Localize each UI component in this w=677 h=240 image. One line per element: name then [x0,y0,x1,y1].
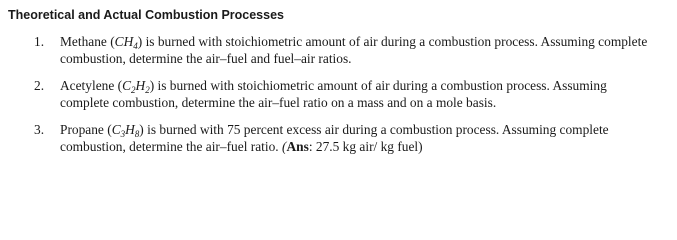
problem-text: Methane $(CH_4)$ is burned with stoichiometric amount of air during a combustion process. Assuming complete combustion, determine the air–fuel and fuel–air ratios. [60,34,648,66]
problem-text: Propane $(C_3H_8)$ is burned with 75 percent excess air during a combustion process. Assuming complete combustion, determine the air–fuel ratio. (Ans: 27.5 kg air/ kg fuel) [60,122,609,154]
problem-text: Acetylene $(C_2H_2)$ is burned with stoichiometric amount of air during a combustion process. Assuming complete combustion, determine the air–fuel ratio on a mass and on a mole basis. [60,78,607,110]
section-heading: Theoretical and Actual Combustion Processes [8,8,284,22]
answer-text: : 27.5 kg air/ kg fuel) [308,139,423,154]
answer-label: Ans [286,139,309,154]
answer-block: ( [282,139,287,154]
problem-item-1 [8,33,665,67]
problem-number: 3. [34,122,45,137]
chemical-formula: $C_3H_8$ [111,122,140,139]
chemical-formula: $CH_4$ [114,34,138,51]
problem-number: 2. [34,78,45,93]
problem-item-2 [8,77,665,111]
problem-item-3 [8,121,665,155]
problem-number: 1. [34,34,45,49]
problem-list [8,33,665,155]
chemical-formula: $C_2H_2$ [122,78,150,95]
